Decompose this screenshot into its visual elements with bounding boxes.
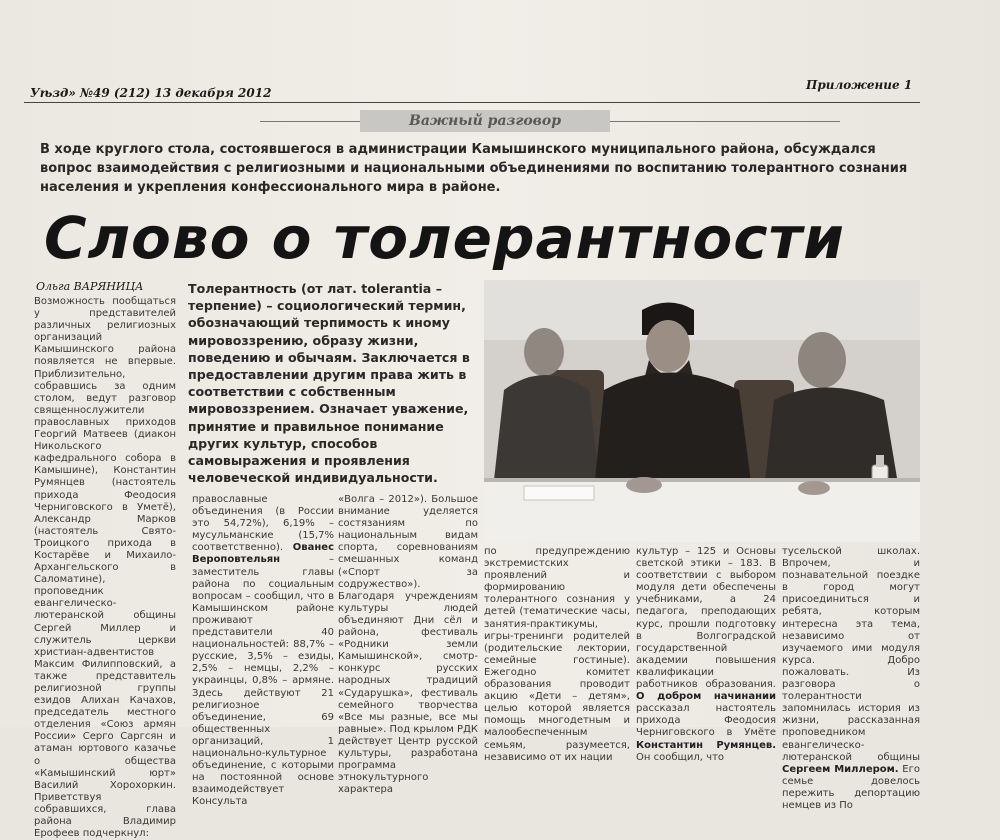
body-column-2 xyxy=(192,494,334,808)
column-text: Из разговора о толерантности запомнилась история из жизни, рассказанная проповедником евангелическо-лютеранской общины xyxy=(782,666,920,763)
header-rule xyxy=(24,102,920,103)
byline: Ольга ВАРЯНИЦА xyxy=(36,280,144,293)
person-name: Сергеем Миллером. xyxy=(782,763,899,775)
photo-illustration xyxy=(484,280,920,542)
supplement-label: Приложение 1 xyxy=(806,78,913,92)
body-column-1: Возможность пообщаться у представителей различных религиозных организаций Камышинского района появляется не впервые. Приблизительно, собравшись за одним столом, ведут разговор священнослужители православных приходов Георгий Матвеев (диакон Никольского кафедрального собора в Камышине), Константин Румянцев (настоятель прихода Феодосия Черниговского в Уметё), Александр Марков (настоятель Свято-Троицкого прихода в Костарёве и Михаило-Архангельского в Саломатине), проповедник евангелическо-лютеранской общины Сергей Миллер и служитель церкви христиан-адвентистов Максим Филипповский, а также представитель религиозной группы езидов Алихан Качахов, председатель местного отделения «Союз армян России» Серго Саргсян и атаман юртового казачье о общества «Камышинский юрт» Василий Хорохоркин. Приветствуя собравшихся, глава района Владимир Ерофеев подчеркнул: xyxy=(34,296,176,840)
column-text: культур – 125 и Основы светской этики – 183. В соответствии с выбором модуля дети обеспечены учебниками, а 24 педагога, преподающих курс, прошли подготовку в Волгоградской государственной академии повышения квалификации работников образования. xyxy=(636,546,776,691)
body-column-3: «Волга – 2012»). Большое внимание уделяется состязаниям по национальным видам спорта, соревнованиям смешанных команд («Спорт за содружество»). Благодаря учреждениям культуры людей объединяют Дни сёл и района, фестиваль «Родники земли Камышинской», смотр-конкурс русских народных традиций «Сударушка», фестиваль семейного творчества «Все мы разные, все мы равные». Под крылом РДК действует Центр русской культуры, разработана программа этнокультурного характера xyxy=(338,494,478,796)
person-name: Ованес Вероповтельян xyxy=(192,542,334,566)
column-text: тусельской школах. Впрочем, и познавательной поездке в город могут присоединиться и ребята, которым интересна эта тема, независимо от изучаемого ими модуля курса. Добро пожаловать. xyxy=(782,546,920,678)
column-text: Он сообщил, что xyxy=(636,751,725,763)
definition-block: Толерантность (от лат. tolerantia – терпение) – социологический термин, обозначающий терпимость к иному мировоззрению, образу жизни, поведению и обычаям. Заключается в предоставлении другим права жить в соответствии с собственным мировоззрением. Означает уважение, принятие и правильное понимание других культур, способов самовыражения и проявления человеческой индивидуальности. xyxy=(188,281,470,486)
body-column-6 xyxy=(782,546,920,811)
subhead: О добром начинании xyxy=(636,691,776,703)
body-column-4: по предупреждению экстремистских проявлений и формированию толерантного сознания у детей (тематические часы, занятия-практикумы, игры-тренинги родителей (родительские лектории, семейные гостиные). Ежегодно комитет образования проводит акцию «Дети – детям», целью которой является помощь многодетным и малообеспеченным семьям, разумеется, независимо от их нации xyxy=(484,546,630,763)
body-column-5 xyxy=(636,546,776,763)
lead-paragraph: В ходе круглого стола, состоявшегося в администрации Камышинского муниципального района, обсуждался вопрос взаимодействия с религиозными и национальными объединениями по воспитанию толерантного сознания населения и укрепления конфессионального мира в районе. xyxy=(40,142,908,195)
column-text: православные объединения (в России это 54,72%), 6,19% – мусульманские (15,7% соответственно). xyxy=(192,494,334,554)
article-title: Слово о толерантности xyxy=(44,204,845,272)
rubric-label: Важный разговор xyxy=(360,110,610,132)
column-text: Его семье довелось пережить депортацию немцев из По xyxy=(782,763,920,811)
person-name: Константин Румянцев. xyxy=(636,739,776,751)
issue-line: Уѣзд» №49 (212) 13 декабря 2012 xyxy=(30,86,272,100)
column-text: – заместитель главы района по социальным вопросам – сообщил, что в Камышинском районе проживают представители 40 национальностей: 88,7% – русские, 3,5% – езиды, 2,5% – немцы, 2,2% – украинцы, 0,8% – армяне. Здесь действуют 21 религиозное объединение, 69 общественных организаций, 1 национально-культурное объединение, с которыми на постоянной основе взаимодействует Консульта xyxy=(192,554,334,808)
roundtable-photo xyxy=(484,280,920,542)
column-text: рассказал настоятель прихода Феодосия Черниговского в Умёте xyxy=(636,703,776,739)
